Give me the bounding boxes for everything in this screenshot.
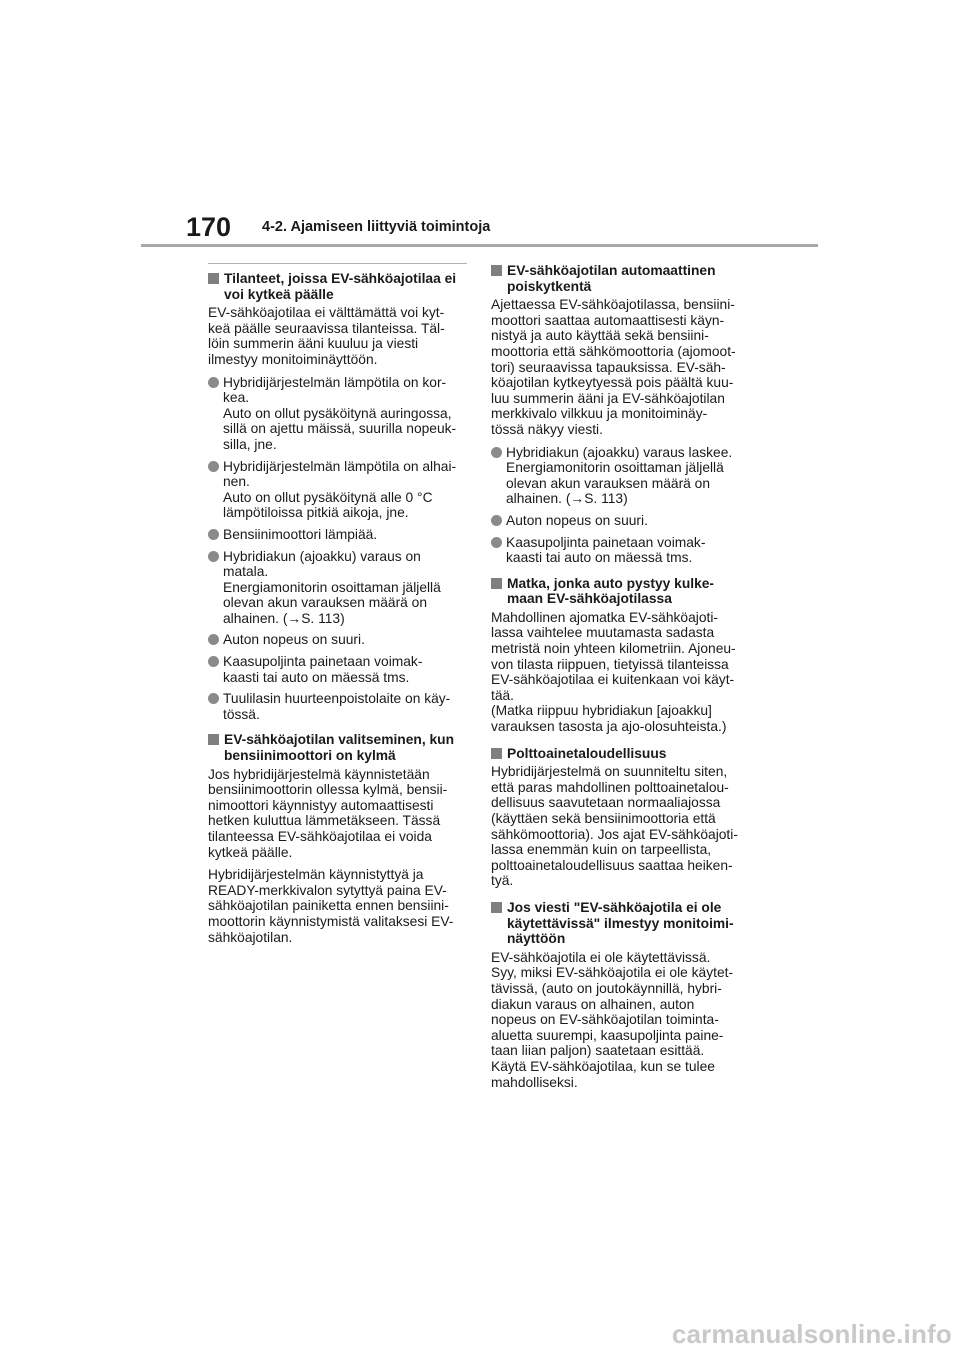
paragraph: Mahdollinen ajomatka EV-sähköajoti- lassa vaihtelee muutamasta sadasta metristä noin yhteen kilometriin. Ajoneu- von tilasta riippuen, tietyissä tilanteissa EV-sähköajotilaa ei kuitenkaan voi käyt- tää. (Matka riippuu hybridiakun [ajoakku] varauksen tasosta ja ajo-olosuhteista.): [491, 609, 736, 735]
paragraph: Hybridijärjestelmän käynnistyttyä ja READY-merkkivalon sytyttyä paina EV- sähköajotilan painiketta ennen bensiini- moottorin käynnistymistä valitaksesi EV- sähköajotilan.: [208, 867, 454, 945]
list-item: Hybridiakun (ajoakku) varaus on matala. Energiamonitorin osoittaman jäljellä olevan akun varauksen määrä on alhainen. (→S. 113): [208, 549, 470, 627]
list-item: Bensiinimoottori lämpiää.: [208, 527, 470, 543]
section-heading: EV-sähköajotilan automaattinen poiskytkentä: [491, 263, 753, 294]
list-item: Hybridiakun (ajoakku) varaus laskee. Energiamonitorin osoittaman jäljellä olevan akun varauksen määrä on alhainen. (→S. 113): [491, 445, 753, 507]
section-heading: Polttoainetaloudellisuus: [491, 746, 753, 762]
list-item: Tuulilasin huurteenpoistolaite on käy- tössä.: [208, 691, 470, 722]
paragraph: Hybridijärjestelmä on suunniteltu siten, että paras mahdollinen polttoainetalou- dellisuus saavutetaan normaaliajossa (käyttäen sekä bensiinimoottoria että sähkömoottoria). Jos ajat EV-sähköajoti- lassa enemmän kuin on tarpeellista, polttoainetaloudellisuus saattaa heiken- tyä.: [491, 764, 738, 889]
round-bullet-icon: [491, 537, 502, 548]
list-item: Hybridijärjestelmän lämpötila on alhai- nen. Auto on ollut pysäköitynä alle 0 °C lämpötiloissa pitkiä aikoja, jne.: [208, 459, 470, 521]
list-item: Kaasupoljinta painetaan voimak- kaasti tai auto on mäessä tms.: [208, 654, 470, 685]
paragraph: Ajettaessa EV-sähköajotilassa, bensiini- moottori saattaa automaattisesti käyn- nistyä ja auto käyttää sekä bensiini- moottoria että sähkömoottoria (ajomoot- tori) seuraavissa tapauksissa. EV-säh- köajotilan kytkeytyessä pois päältä kuu- luu summerin ääni ja EV-sähköajotilan merkkivalo vilkkuu ja monitoiminäy- tössä näkyy viesti.: [491, 297, 736, 437]
round-bullet-icon: [208, 529, 219, 540]
paragraph: EV-sähköajotilaa ei välttämättä voi kyt- keä päälle seuraavissa tilanteissa. Täl- löin summerin ääni kuuluu ja viesti ilmestyy monitoiminäyttöön.: [208, 305, 445, 367]
square-bullet-icon: [208, 734, 219, 745]
square-bullet-icon: [491, 902, 502, 913]
page-number: 170: [186, 212, 232, 242]
round-bullet-icon: [491, 515, 502, 526]
square-bullet-icon: [208, 273, 219, 284]
paragraph: Jos hybridijärjestelmä käynnistetään bensiinimoottorin ollessa kylmä, bensii- nimoottori käynnistyy automaattisesti hetken kuluttua lämmetäkseen. Tässä tilanteessa EV-sähköajotilaa ei voida kytkeä päälle.: [208, 766, 448, 860]
square-bullet-icon: [491, 578, 502, 589]
list-item: Auton nopeus on suuri.: [208, 632, 470, 648]
section-heading: Tilanteet, joissa EV-sähköajotilaa ei voi kytkeä päälle: [208, 271, 470, 302]
chapter-title: 4-2. Ajamiseen liittyviä toimintoja: [262, 219, 491, 235]
round-bullet-icon: [208, 461, 219, 472]
round-bullet-icon: [208, 693, 219, 704]
square-bullet-icon: [491, 748, 502, 759]
square-bullet-icon: [491, 265, 502, 276]
round-bullet-icon: [208, 551, 219, 562]
list-item: Auton nopeus on suuri.: [491, 513, 753, 529]
header-rule: [141, 244, 818, 247]
right-column: [491, 263, 753, 1097]
section-heading: Jos viesti "EV-sähköajotila ei ole käytettävissä" ilmestyy monitoimi- näyttöön: [491, 900, 753, 947]
round-bullet-icon: [208, 377, 219, 388]
round-bullet-icon: [208, 656, 219, 667]
list-item: Kaasupoljinta painetaan voimak- kaasti tai auto on mäessä tms.: [491, 535, 753, 566]
paragraph: EV-sähköajotila ei ole käytettävissä. Syy, miksi EV-sähköajotila ei ole käytet- tävissä, (auto on joutokäynnillä, hybri- diakun varaus on alhainen, auton nopeus on EV-sähköajotilan toiminta- aluetta suurempi, kaasupoljinta paine- taan liian paljon) saatetaan esittää. Käytä EV-sähköajotilaa, kun se tulee mahdolliseksi.: [491, 949, 734, 1090]
section-heading: EV-sähköajotilan valitseminen, kun bensiinimoottori on kylmä: [208, 732, 470, 763]
list-item: Hybridijärjestelmän lämpötila on kor- kea. Auto on ollut pysäköitynä auringossa, sillä on ajettu mäissä, suurilla nopeuk- silla, jne.: [208, 375, 470, 453]
left-column: [208, 263, 470, 952]
watermark: carmanualsonline.info: [671, 1319, 952, 1349]
section-heading: Matka, jonka auto pystyy kulke- maan EV-sähköajotilassa: [491, 576, 753, 607]
round-bullet-icon: [491, 447, 502, 458]
round-bullet-icon: [208, 634, 219, 645]
